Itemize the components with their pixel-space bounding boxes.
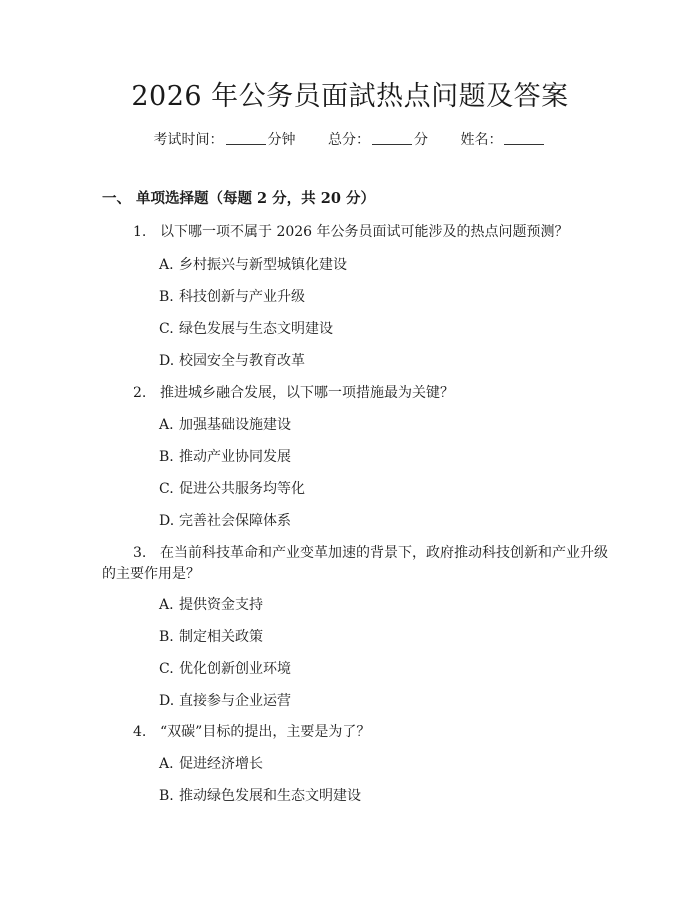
option-text: 促进经济增长 <box>179 756 263 772</box>
name-label: 姓名： <box>460 132 503 148</box>
option-3a <box>159 594 263 616</box>
exam-meta <box>0 130 700 150</box>
option-text: 直接参与企业运营 <box>179 693 291 709</box>
total-score-unit: 分 <box>414 132 428 148</box>
question-text: 以下哪一项不属于 2026 年公务员面试可能涉及的热点问题预测？ <box>160 224 569 240</box>
question-number: 1. <box>133 224 147 240</box>
option-text: 提供资金支持 <box>179 597 263 613</box>
option-text: 推动产业协同发展 <box>179 449 291 465</box>
option-4a <box>159 753 263 775</box>
question-1 <box>133 221 569 243</box>
question-2 <box>133 382 454 404</box>
option-letter: C. <box>159 661 174 677</box>
option-text: 绿色发展与生态文明建设 <box>179 321 333 337</box>
option-2b <box>159 446 291 468</box>
exam-time-label: 考试时间： <box>153 132 224 148</box>
question-text: 推进城乡融合发展，以下哪一项措施最为关键？ <box>160 385 454 401</box>
option-1b <box>159 286 305 308</box>
exam-time-blank <box>226 130 266 145</box>
option-letter: A. <box>159 597 174 613</box>
option-letter: B. <box>159 629 174 645</box>
option-text: 制定相关政策 <box>179 629 263 645</box>
exam-time-field <box>154 130 296 150</box>
option-text: 优化创新创业环境 <box>179 661 291 677</box>
option-letter: A. <box>159 756 174 772</box>
option-letter: D. <box>159 513 175 529</box>
option-letter: A. <box>159 257 174 273</box>
section-title: 单项选择题（每题 2 分，共 20 分） <box>136 190 375 207</box>
total-score-blank <box>372 130 412 145</box>
exam-time-unit: 分钟 <box>267 132 296 148</box>
option-1c <box>159 318 333 340</box>
option-text: 乡村振兴与新型城镇化建设 <box>179 257 347 273</box>
question-text: “双碳”目标的提出，主要是为了？ <box>160 724 371 740</box>
option-text: 完善社会保障体系 <box>179 513 291 529</box>
option-text: 推动绿色发展和生态文明建设 <box>179 788 361 804</box>
total-score-field <box>328 130 428 150</box>
question-text: 在当前科技革命和产业变革加速的背景下，政府推动科技创新和产业升级 <box>160 545 608 561</box>
section-number: 一、 <box>102 190 131 207</box>
option-3b <box>159 626 263 648</box>
question-3-continuation: 的主要作用是？ <box>102 566 200 582</box>
question-4 <box>133 721 370 743</box>
option-3c <box>159 658 291 680</box>
option-1d <box>159 350 305 372</box>
name-blank <box>504 130 544 145</box>
option-2a <box>159 414 291 436</box>
option-2d <box>159 510 291 532</box>
name-field <box>460 130 546 150</box>
option-text: 校园安全与教育改革 <box>179 353 305 369</box>
option-letter: D. <box>159 353 175 369</box>
option-text: 科技创新与产业升级 <box>179 289 305 305</box>
option-3d <box>159 690 291 712</box>
option-letter: C. <box>159 481 174 497</box>
option-letter: A. <box>159 417 174 433</box>
question-number: 4. <box>133 724 147 740</box>
option-text: 促进公共服务均等化 <box>179 481 305 497</box>
option-letter: B. <box>159 289 174 305</box>
question-3 <box>133 542 608 564</box>
option-text: 加强基础设施建设 <box>179 417 291 433</box>
question-number: 2. <box>133 385 147 401</box>
option-letter: B. <box>159 449 174 465</box>
option-letter: C. <box>159 321 174 337</box>
total-score-label: 总分： <box>328 132 370 148</box>
option-1a <box>159 254 347 276</box>
document-title: 2026 年公务员面試热点问题及答案 <box>131 81 569 112</box>
section-heading <box>102 188 375 210</box>
question-number: 3. <box>133 545 147 561</box>
option-4b <box>159 785 361 807</box>
option-letter: B. <box>159 788 174 804</box>
option-2c <box>159 478 305 500</box>
option-letter: D. <box>159 693 175 709</box>
